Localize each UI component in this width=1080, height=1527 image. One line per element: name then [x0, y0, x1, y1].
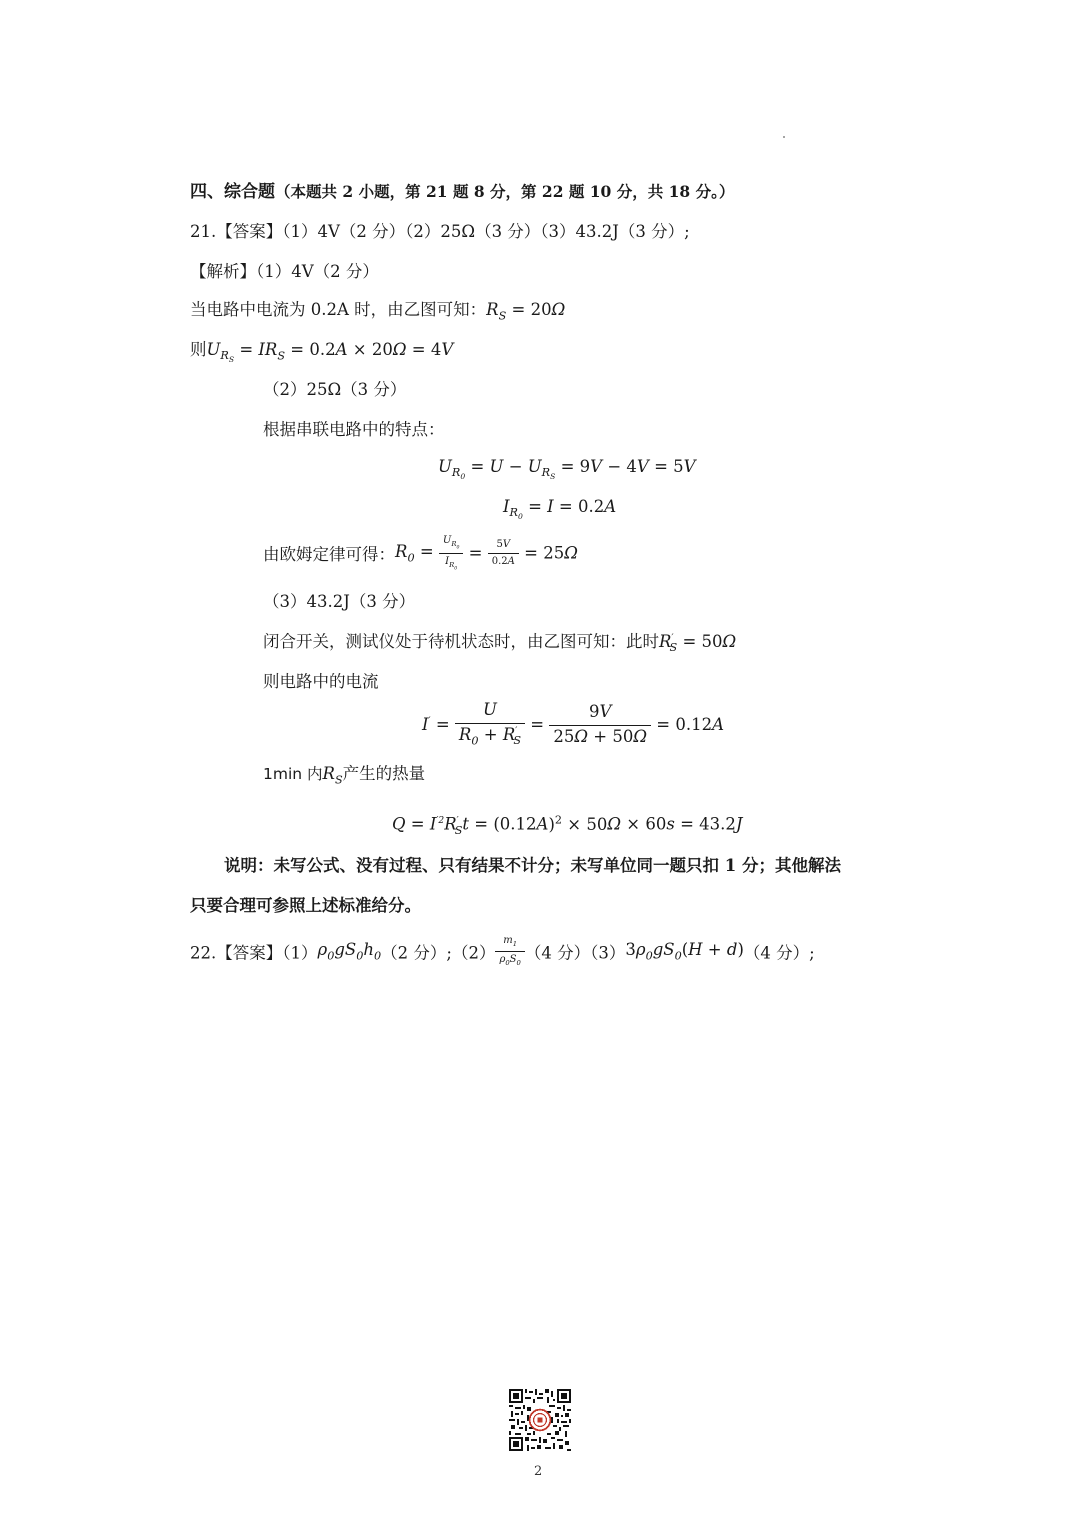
q22-s1: （2 分）;（2）: [381, 943, 496, 963]
section-note: （本题共 2 小题，第 21 题 8 分，第 22 题 10 分，共 18 分。）: [275, 182, 735, 201]
q22-prefix: 22.【答案】（1）: [190, 943, 318, 963]
fraction-9v-over-ohms: $\frac{9V}{25\Omega + 50\Omega}$: [549, 703, 651, 747]
q21-line1: [190, 302, 565, 322]
formula-ir0: $I_{R_0} = I = 0.2A$: [503, 497, 617, 522]
q21-ohm-text: 由欧姆定律可得：: [263, 545, 395, 565]
q21-standby-line: [263, 634, 736, 654]
formula-rs-inline: $R_S$: [322, 764, 343, 787]
formula-i-prime: I′ = $\frac{U}{R_0 + R'_S}$ = $\frac{9V}{25\Omega + 50\Omega}$ = 0.12A: [422, 700, 724, 748]
fraction-u-over-r: $\frac{U}{R_0 + R'_S}$: [455, 701, 525, 748]
q21-ohm-line: 由欧姆定律可得：$R_0$ = $\frac{U_{R_0}}{I_{R_0}}$ = $\frac{5V}{0.2A}$ = 25Ω: [263, 535, 578, 572]
formula-heat: $Q = I^{'2}R'_St = (0.12A)^2 \times 50\Omega \times 60s = 43.2J$: [392, 813, 743, 837]
q21-line2: [190, 342, 453, 364]
section-title: 四、综合题: [190, 182, 275, 202]
fraction-ur0-ir0: $\frac{U_{R_0}}{I_{R_0}}$: [439, 535, 464, 571]
q21-heat-text-b: 产生的热量: [342, 764, 426, 783]
formula-rs: $R_S = 20\Omega$: [486, 300, 566, 323]
q21-answer-line: 21.【答案】（1）4V（2 分）（2）25Ω（3 分）（3）43.2J（3 分）;: [190, 222, 690, 241]
q21-standby-text: 闭合开关，测试仪处于待机状态时，由乙图可知：此时: [263, 632, 659, 651]
qr-code: [509, 1389, 571, 1451]
speck: [783, 136, 785, 138]
q21-current-text: 则电路中的电流: [263, 672, 379, 691]
formula-r0: $R_0$ =: [395, 542, 434, 565]
page-number: 2: [534, 1464, 543, 1479]
remark-line1: 说明：未写公式、没有过程、只有结果不计分；未写单位同一题只扣 1 分；其他解法: [224, 856, 841, 875]
q21-heat-line: [263, 766, 425, 786]
q21-part3-head: （3）43.2J（3 分）: [263, 592, 416, 611]
q21-line1-text: 当电路中电流为 0.2A 时，由乙图可知：: [190, 300, 487, 319]
formula-ur0: $U_{R_0} = U - U_{R_S} = 9V - 4V = 5V$: [438, 457, 696, 482]
formula-rs-prime: $R'_S = 50\Omega$: [659, 632, 737, 655]
q22-s2: （4 分）（3）: [524, 943, 626, 963]
remark-line2: 只要合理可参照上述标准给分。: [190, 896, 421, 915]
formula-q22-1: $\rho_0gS_0h_0$: [317, 940, 382, 963]
fraction-m1-over-rho0s0: $\frac{m_1}{\rho_0S_0}$: [495, 935, 524, 968]
formula-q22-3: $3\rho_0gS_0(H + d)$: [625, 940, 744, 963]
q21-heat-text-a: 1min 内: [263, 765, 323, 783]
q21-series-text: 根据串联电路中的特点：: [263, 420, 445, 439]
q21-part2-head: （2）25Ω（3 分）: [263, 380, 407, 399]
fraction-5v-02a: $\frac{5V}{0.2A}$: [488, 539, 519, 567]
q22-s3: （4 分）;: [743, 943, 815, 963]
formula-urs: $U_{R_S} = IR_S = 0.2A \times 20\Omega = 4V$: [206, 340, 454, 365]
q21-analysis-head: 【解析】（1）4V（2 分）: [190, 262, 379, 281]
section-header: [190, 184, 734, 201]
q21-line2-text: 则: [190, 340, 207, 359]
q22-answer-line: [190, 935, 815, 968]
